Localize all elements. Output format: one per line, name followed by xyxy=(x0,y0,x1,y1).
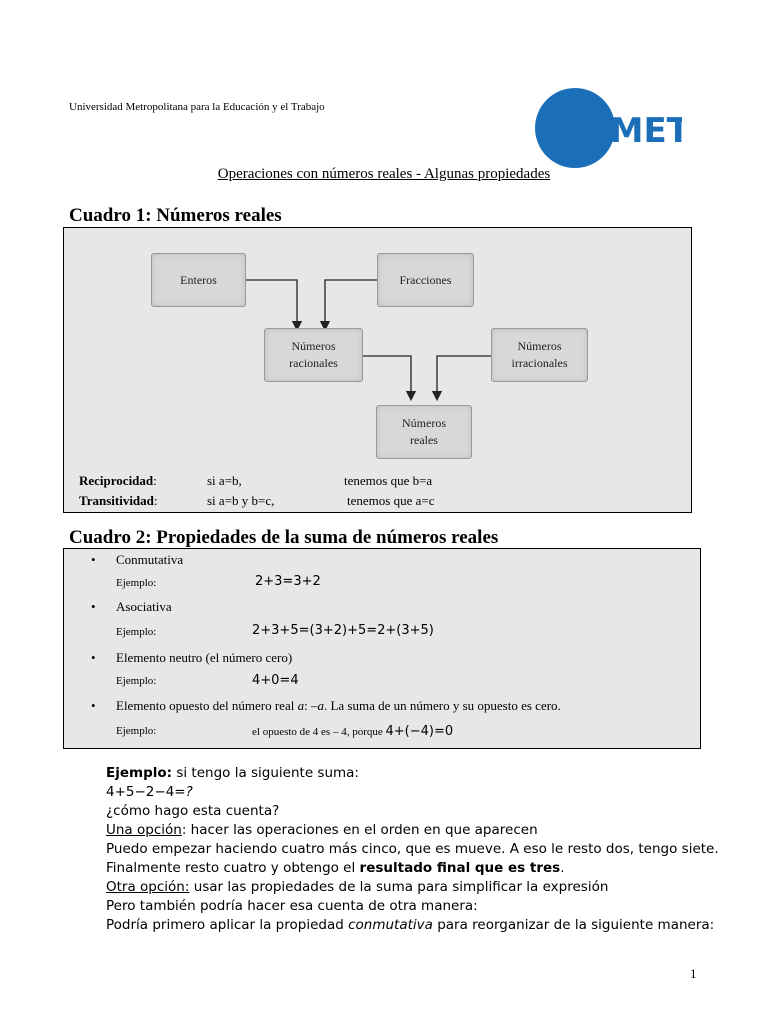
prop-name: Asociativa xyxy=(116,599,172,614)
box-fracciones: Fracciones xyxy=(377,253,474,307)
body-line: Pero también podría hacer esa cuenta de otra manera: xyxy=(106,898,478,914)
example-label: Ejemplo: xyxy=(116,626,157,638)
reciprocidad-result: tenemos que b=a xyxy=(344,473,433,488)
prop-name: Conmutativa xyxy=(116,552,184,567)
body-line: Una opción: hacer las operaciones en el orden en que aparecen xyxy=(106,822,538,838)
example-label: Ejemplo: xyxy=(116,725,157,737)
box-irracionales: Números irracionales xyxy=(491,328,588,382)
cuadro1-box xyxy=(63,227,692,513)
page-number: 1 xyxy=(690,966,697,981)
list-item: • xyxy=(91,698,96,713)
box-reales: Números reales xyxy=(376,405,472,459)
logo-text: UMET xyxy=(582,111,682,151)
body-line: ¿cómo hago esta cuenta? xyxy=(106,803,280,819)
example-equation: 2+3+5=(3+2)+5=2+(3+5) xyxy=(252,623,434,638)
example-equation: 4+0=4 xyxy=(252,673,299,688)
reciprocidad-cond: si a=b, xyxy=(207,473,242,488)
cuadro2-box xyxy=(63,548,701,749)
body-line: Podría primero aplicar la propiedad conmutativa para reorganizar de la siguiente manera: xyxy=(106,917,715,933)
body-text xyxy=(106,764,726,935)
document-title: Operaciones con números reales - Algunas propiedades xyxy=(217,166,551,182)
transitividad-row: Transitividad: xyxy=(79,493,158,508)
box-racionales: Números racionales xyxy=(264,328,363,382)
example-label: Ejemplo: xyxy=(116,577,157,589)
umet-logo xyxy=(532,88,682,168)
body-line: Finalmente resto cuatro y obtengo el resultado final que es tres. xyxy=(106,860,565,876)
transitividad-cond: si a=b y b=c, xyxy=(207,493,275,508)
example-opuesto: el opuesto de 4 es – 4, porque 4+(−4)=0 xyxy=(252,724,454,739)
list-item: • xyxy=(91,650,96,665)
prop-name: Elemento neutro (el número cero) xyxy=(116,650,293,665)
body-equation: 4+5−2−4=? xyxy=(106,784,193,800)
reciprocidad-row: Reciprocidad: xyxy=(79,473,157,488)
body-line: Puedo empezar haciendo cuatro más cinco, que es mueve. A eso le resto dos, tengo siete. xyxy=(106,841,719,857)
list-item: • xyxy=(91,599,96,614)
cuadro2-heading: Cuadro 2: Propiedades de la suma de números reales xyxy=(69,527,499,548)
body-line: Ejemplo: si tengo la siguiente suma: xyxy=(106,765,359,781)
prop-name: Elemento opuesto del número real a: –a. La suma de un número y su opuesto es cero. xyxy=(116,698,561,713)
box-enteros: Enteros xyxy=(151,253,246,307)
cuadro1-heading: Cuadro 1: Números reales xyxy=(69,205,282,226)
example-label: Ejemplo: xyxy=(116,675,157,687)
list-item: • xyxy=(91,552,96,567)
university-name: Universidad Metropolitana para la Educación y el Trabajo xyxy=(69,101,325,113)
transitividad-result: tenemos que a=c xyxy=(347,493,435,508)
example-equation: 2+3=3+2 xyxy=(255,574,321,589)
body-line: Otra opción: usar las propiedades de la suma para simplificar la expresión xyxy=(106,879,609,895)
